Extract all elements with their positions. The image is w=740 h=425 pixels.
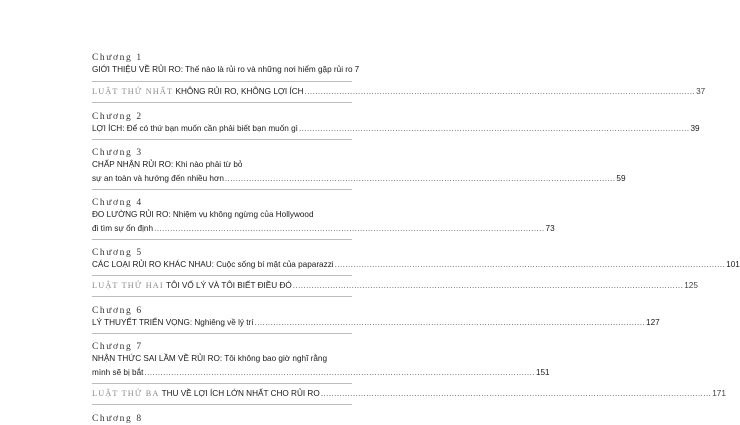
chapter-title: NHẬN THỨC SAI LẦM VỀ RỦI RO: Tôi không bao giờ nghĩ rằng	[92, 354, 328, 363]
toc-line[interactable]	[92, 259, 740, 271]
page-number: 151	[535, 368, 550, 377]
toc-entry-law-1	[92, 86, 706, 98]
page-number: 101	[726, 260, 740, 269]
chapter-title-continued: sự an toàn và hướng đến nhiều hơn	[92, 174, 224, 183]
toc-line[interactable]	[92, 388, 726, 400]
divider	[92, 239, 352, 240]
divider	[92, 404, 352, 405]
chapter-heading: Chương 4	[92, 198, 143, 208]
toc-line[interactable]	[92, 280, 698, 292]
divider	[92, 189, 352, 190]
chapter-heading: Chương 1	[92, 53, 143, 63]
dot-leader	[154, 223, 545, 235]
divider	[92, 139, 352, 140]
toc-entry-chapter-5	[92, 247, 740, 271]
page-number: 127	[646, 318, 660, 327]
page-number: 7	[354, 65, 360, 74]
toc-line[interactable]	[92, 209, 352, 221]
law-title: THU VỀ LỢI ÍCH LỚN NHẤT CHO RỦI RO	[161, 389, 320, 398]
page-number: 37	[696, 87, 706, 96]
chapter-title: LÝ THUYẾT TRIỂN VỌNG: Nghiêng về lý trí	[92, 318, 254, 327]
page-number: 39	[690, 124, 700, 133]
chapter-heading: Chương 3	[92, 148, 143, 158]
divider	[92, 333, 352, 334]
toc-line[interactable]	[92, 86, 706, 98]
chapter-heading: Chương 2	[92, 112, 143, 122]
toc-line[interactable]	[92, 64, 360, 76]
dot-leader	[305, 86, 696, 98]
toc-line[interactable]	[92, 159, 352, 171]
dot-leader	[255, 317, 646, 329]
toc-entry-chapter-7	[92, 341, 550, 379]
page-number: 59	[616, 174, 626, 183]
law-label: LUẬT THỨ HAI	[92, 281, 164, 290]
toc-line[interactable]	[92, 353, 352, 365]
page-number: 73	[545, 224, 555, 233]
page-number: 171	[712, 389, 726, 398]
toc-line[interactable]	[92, 123, 700, 135]
toc-entry-chapter-1	[92, 52, 360, 76]
toc-entry-chapter-6	[92, 305, 660, 329]
chapter-title: CHẤP NHẬN RỦI RO: Khi nào phải từ bỏ	[92, 160, 243, 169]
toc-line[interactable]	[92, 367, 550, 379]
toc-entry-chapter-4	[92, 197, 555, 235]
chapter-title: CÁC LOẠI RỦI RO KHÁC NHAU: Cuộc sống bí mật của paparazzi	[92, 260, 334, 269]
toc-entry-chapter-3	[92, 147, 626, 185]
toc-line[interactable]	[92, 223, 555, 235]
law-title: KHÔNG RỦI RO, KHÔNG LỢI ÍCH	[175, 87, 304, 96]
chapter-heading: Chương 6	[92, 306, 143, 316]
law-label: LUẬT THỨ BA	[92, 389, 160, 398]
table-of-contents	[92, 46, 740, 425]
law-title: TÔI VỐ LÝ VÀ TÔI BIẾT ĐIỀU ĐÓ	[166, 281, 292, 290]
dot-leader	[144, 367, 535, 379]
dot-leader	[293, 280, 684, 292]
chapter-title-continued: mình sẽ bị bắt	[92, 368, 144, 377]
divider	[92, 296, 352, 297]
toc-line[interactable]	[92, 173, 626, 185]
law-label: LUẬT THỨ NHẤT	[92, 87, 174, 96]
chapter-title-continued: đi tìm sự ổn định	[92, 224, 154, 233]
dot-leader	[225, 173, 616, 185]
chapter-title: LỢI ÍCH: Để có thứ bạn muốn cần phải biết bạn muốn gì	[92, 124, 298, 133]
dot-leader	[335, 259, 726, 271]
page-number: 125	[684, 281, 698, 290]
toc-entry-law-3	[92, 388, 726, 400]
toc-entry-chapter-2	[92, 111, 700, 135]
divider	[92, 275, 352, 276]
toc-entry-chapter-8	[92, 413, 352, 425]
dot-leader	[299, 123, 690, 135]
toc-entry-law-2	[92, 280, 698, 292]
chapter-heading: Chương 8	[92, 414, 143, 424]
chapter-title: ĐO LƯỜNG RỦI RO: Nhiệm vụ không ngừng của Hollywood	[92, 210, 314, 219]
dot-leader	[321, 388, 712, 400]
divider	[92, 81, 352, 82]
toc-line[interactable]	[92, 317, 660, 329]
divider	[92, 102, 352, 103]
divider	[92, 383, 352, 384]
chapter-heading: Chương 7	[92, 342, 143, 352]
chapter-heading: Chương 5	[92, 248, 143, 258]
chapter-title: GIỚI THIỆU VỀ RỦI RO: Thế nào là rủi ro và những nơi hiểm gặp rủi ro	[92, 65, 353, 74]
